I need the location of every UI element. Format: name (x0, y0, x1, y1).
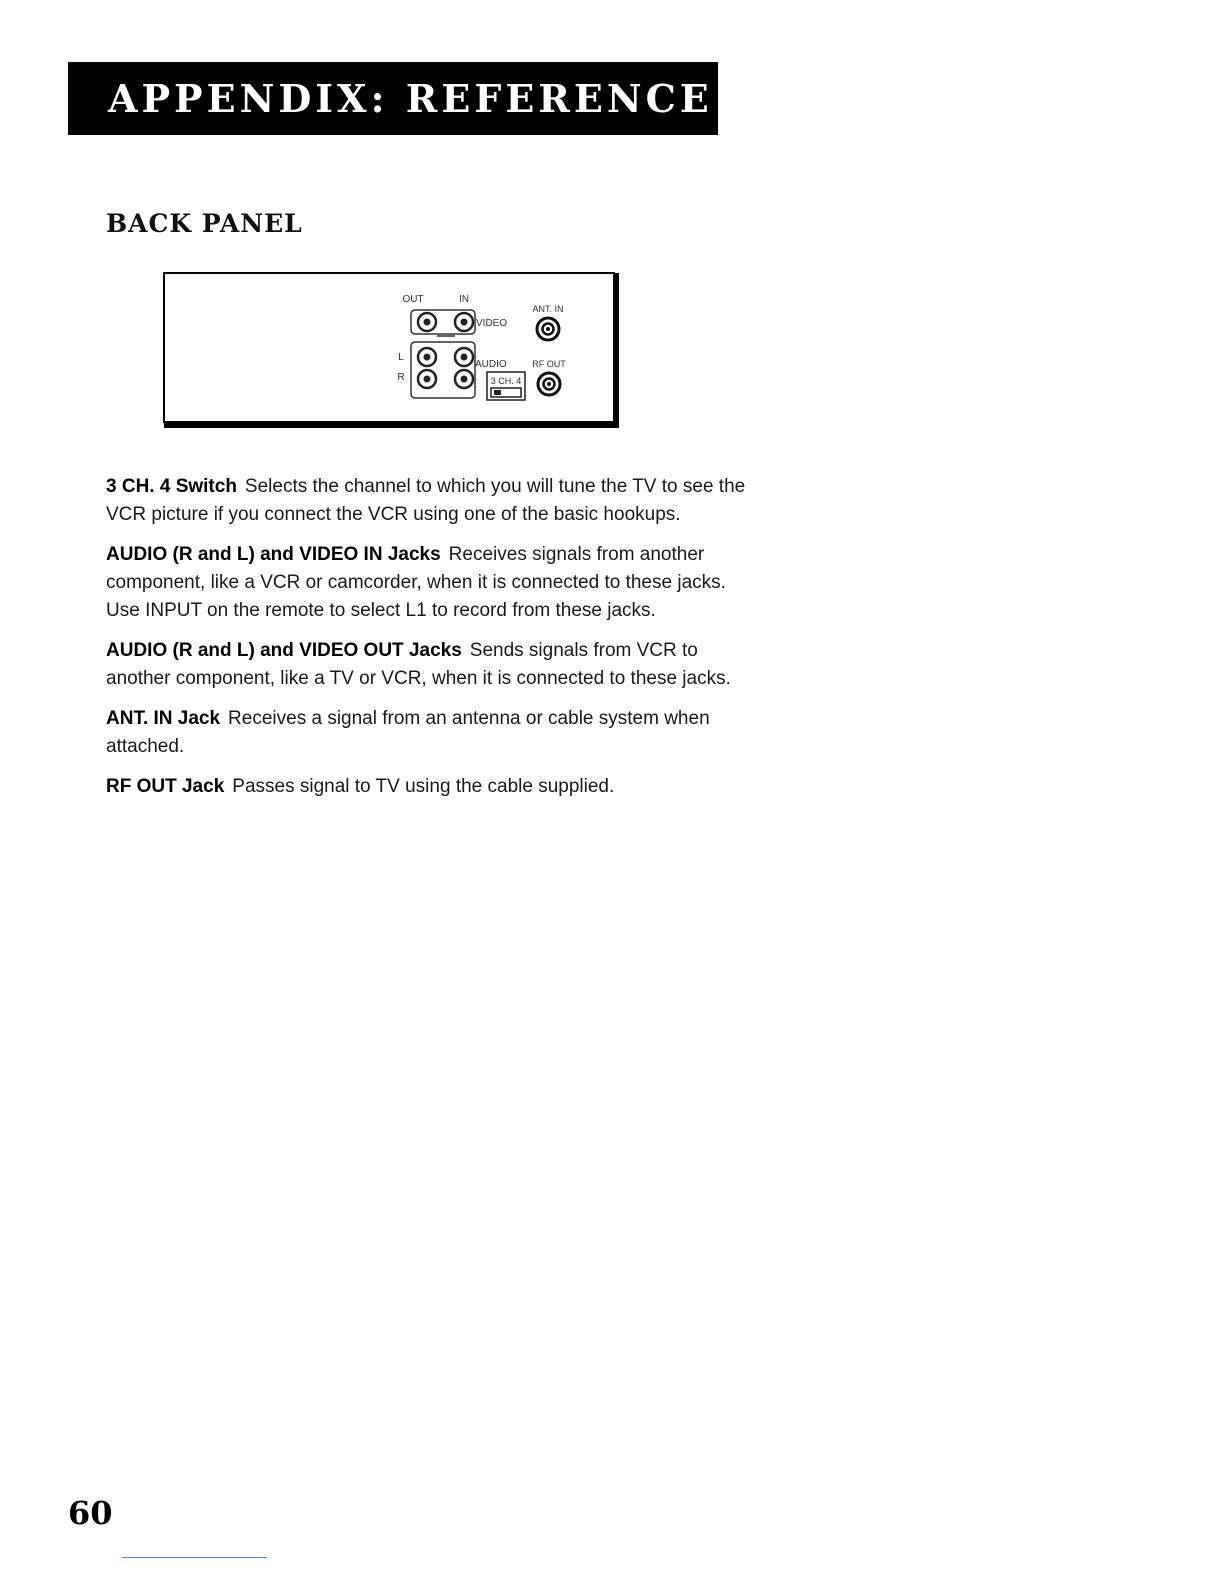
rf-out-label: RF OUT (532, 359, 566, 369)
channel-switch-label: 3 CH. 4 (490, 376, 522, 386)
section-heading: BACK PANEL (106, 209, 303, 238)
desc-channel-switch (106, 473, 746, 529)
desc-term: 3 CH. 4 Switch (106, 476, 237, 497)
panel-shadow-bottom (164, 422, 619, 428)
jack-descriptions (106, 473, 746, 813)
audio-l-in-jack (455, 348, 473, 366)
rf-out-jack (538, 373, 560, 395)
desc-ant-in (106, 705, 746, 761)
audio-r-out-jack (418, 370, 436, 388)
footer-rule (122, 1557, 267, 1558)
header-bar (68, 62, 718, 135)
panel-shadow-right (614, 273, 619, 428)
panel-frame (164, 273, 614, 422)
ant-in-label: ANT. IN (532, 304, 564, 314)
desc-text: Selects the channel to which you will tune the TV to see the VCR picture if you connect the VCR using one of the basic hookups. (106, 476, 746, 525)
right-label: R (397, 372, 405, 383)
back-panel-illustration (163, 272, 619, 428)
channel-switch-knob (494, 390, 501, 395)
video-out-jack (418, 313, 436, 331)
desc-term: RF OUT Jack (106, 776, 225, 797)
video-in-jack (455, 313, 473, 331)
out-label: OUT (402, 294, 424, 305)
desc-text: Receives a signal from an antenna or cable system when attached. (106, 708, 710, 757)
desc-term: AUDIO (R and L) and VIDEO OUT Jacks (106, 640, 462, 661)
desc-term: AUDIO (R and L) and VIDEO IN Jacks (106, 544, 441, 565)
audio-label: AUDIO (475, 359, 507, 370)
desc-rf-out (106, 773, 746, 801)
desc-audio-video-in (106, 541, 746, 625)
desc-text: Passes signal to TV using the cable supplied. (232, 776, 615, 797)
left-label: L (398, 352, 404, 363)
desc-term: ANT. IN Jack (106, 708, 221, 729)
back-panel-diagram (163, 272, 619, 428)
ant-in-jack (537, 318, 559, 340)
desc-text: Sends signals from VCR to another component, like a TV or VCR, when it is connected to these jacks. (106, 640, 731, 689)
desc-audio-video-out (106, 637, 746, 693)
audio-l-out-jack (418, 348, 436, 366)
page-number: 60 (68, 1494, 113, 1532)
audio-r-in-jack (455, 370, 473, 388)
desc-text: Receives signals from another component, like a VCR or camcorder, when it is connected to these jacks. Use INPUT on the remote to select L1 to record from these jacks. (106, 544, 726, 621)
in-label: IN (459, 294, 469, 305)
video-label: VIDEO (476, 318, 508, 329)
header-title: APPENDIX: REFERENCE (108, 75, 713, 121)
